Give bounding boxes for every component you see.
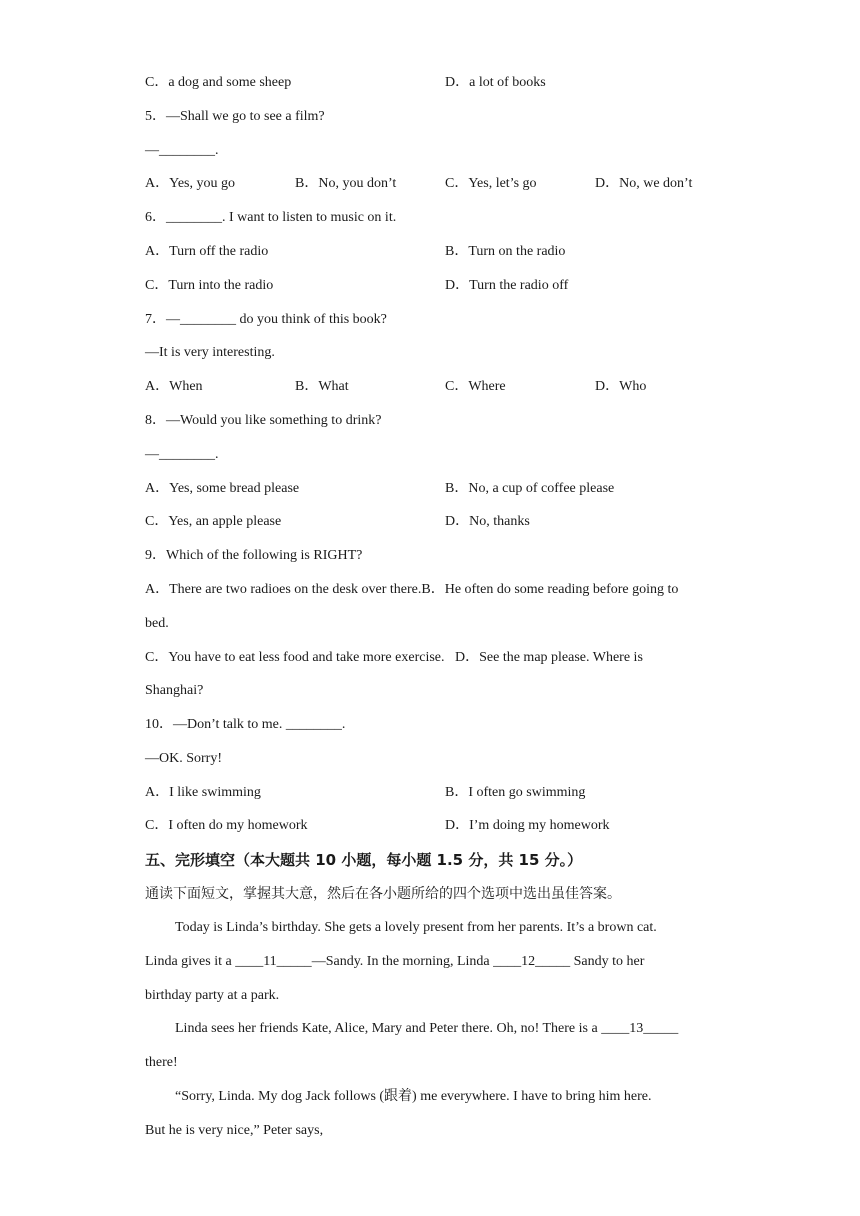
q5-reply: —________. xyxy=(145,143,219,158)
q5-stem: 5．—Shall we go to see a film? xyxy=(145,109,325,124)
passage-line: But he is very nice,” Peter says, xyxy=(145,1123,324,1138)
q6-option-c: C．Turn into the radio xyxy=(145,278,274,293)
q10-option-d: D．I’m doing my homework xyxy=(445,818,610,833)
q6-stem: 6．________. I want to listen to music on it. xyxy=(145,210,397,225)
section-heading: 五、完形填空（本大题共 10 小题，每小题 1.5 分，共 15 分。） xyxy=(145,851,583,869)
q8-option-b: B．No, a cup of coffee please xyxy=(445,481,615,496)
passage-line: Today is Linda’s birthday. She gets a lovely present from her parents. It’s a brown cat. xyxy=(175,920,657,935)
q10-stem: 10．—Don’t talk to me. ________. xyxy=(145,717,346,732)
passage-text: Linda gives it a xyxy=(145,954,236,969)
q9-options-line-2: bed. xyxy=(145,616,169,631)
q5-option-d: D．No, we don’t xyxy=(595,176,693,191)
q7-option-c: C．Where xyxy=(445,379,506,394)
q4-option-c: C．a dog and some sheep xyxy=(145,75,292,90)
blank-13: ____13_____ xyxy=(601,1021,679,1036)
q8-option-d: D．No, thanks xyxy=(445,514,530,529)
q10-option-a: A．I like swimming xyxy=(145,785,261,800)
q6-option-d: D．Turn the radio off xyxy=(445,278,569,293)
q5-option-c: C．Yes, let’s go xyxy=(445,176,537,191)
passage-line: there! xyxy=(145,1055,178,1070)
passage-line xyxy=(145,952,644,972)
q6-option-a: A．Turn off the radio xyxy=(145,244,269,259)
passage-line xyxy=(175,1019,678,1039)
q7-option-d: D．Who xyxy=(595,379,647,394)
q7-reply: —It is very interesting. xyxy=(145,345,275,360)
passage-text: Sandy to her xyxy=(570,954,645,969)
q9-options-line-3: C．You have to eat less food and take more exercise. D．See the map please. Where is xyxy=(145,650,643,665)
blank-12: ____12_____ xyxy=(493,954,571,969)
q7-stem: 7．—________ do you think of this book? xyxy=(145,312,387,327)
q8-reply: —________. xyxy=(145,447,219,462)
passage-text: —Sandy. In the morning, Linda xyxy=(311,954,494,969)
q9-stem: 9．Which of the following is RIGHT? xyxy=(145,548,363,563)
q10-reply: —OK. Sorry! xyxy=(145,751,222,766)
q7-option-b: B．What xyxy=(295,379,349,394)
q9-options-line-1: A．There are two radioes on the desk over there.B．He often do some reading before going to xyxy=(145,582,679,597)
q8-option-c: C．Yes, an apple please xyxy=(145,514,282,529)
q4-option-d: D．a lot of books xyxy=(445,75,546,90)
q8-stem: 8．—Would you like something to drink? xyxy=(145,413,382,428)
q9-options-line-4: Shanghai? xyxy=(145,683,204,698)
passage-line: “Sorry, Linda. My dog Jack follows (跟着) me everywhere. I have to bring him here. xyxy=(175,1089,652,1104)
q7-option-a: A．When xyxy=(145,379,203,394)
q8-option-a: A．Yes, some bread please xyxy=(145,481,300,496)
passage-text: Linda sees her friends Kate, Alice, Mary and Peter there. Oh, no! There is a xyxy=(175,1021,602,1036)
q6-option-b: B．Turn on the radio xyxy=(445,244,566,259)
q5-option-b: B．No, you don’t xyxy=(295,176,397,191)
blank-11: ____11_____ xyxy=(235,954,312,969)
q10-option-c: C．I often do my homework xyxy=(145,818,308,833)
q10-option-b: B．I often go swimming xyxy=(445,785,586,800)
q5-option-a: A．Yes, you go xyxy=(145,176,235,191)
section-instruction: 通读下面短文，掌握其大意，然后在各小题所给的四个选项中选出虽佳答案。 xyxy=(145,886,621,902)
passage-line: birthday party at a park. xyxy=(145,988,280,1003)
